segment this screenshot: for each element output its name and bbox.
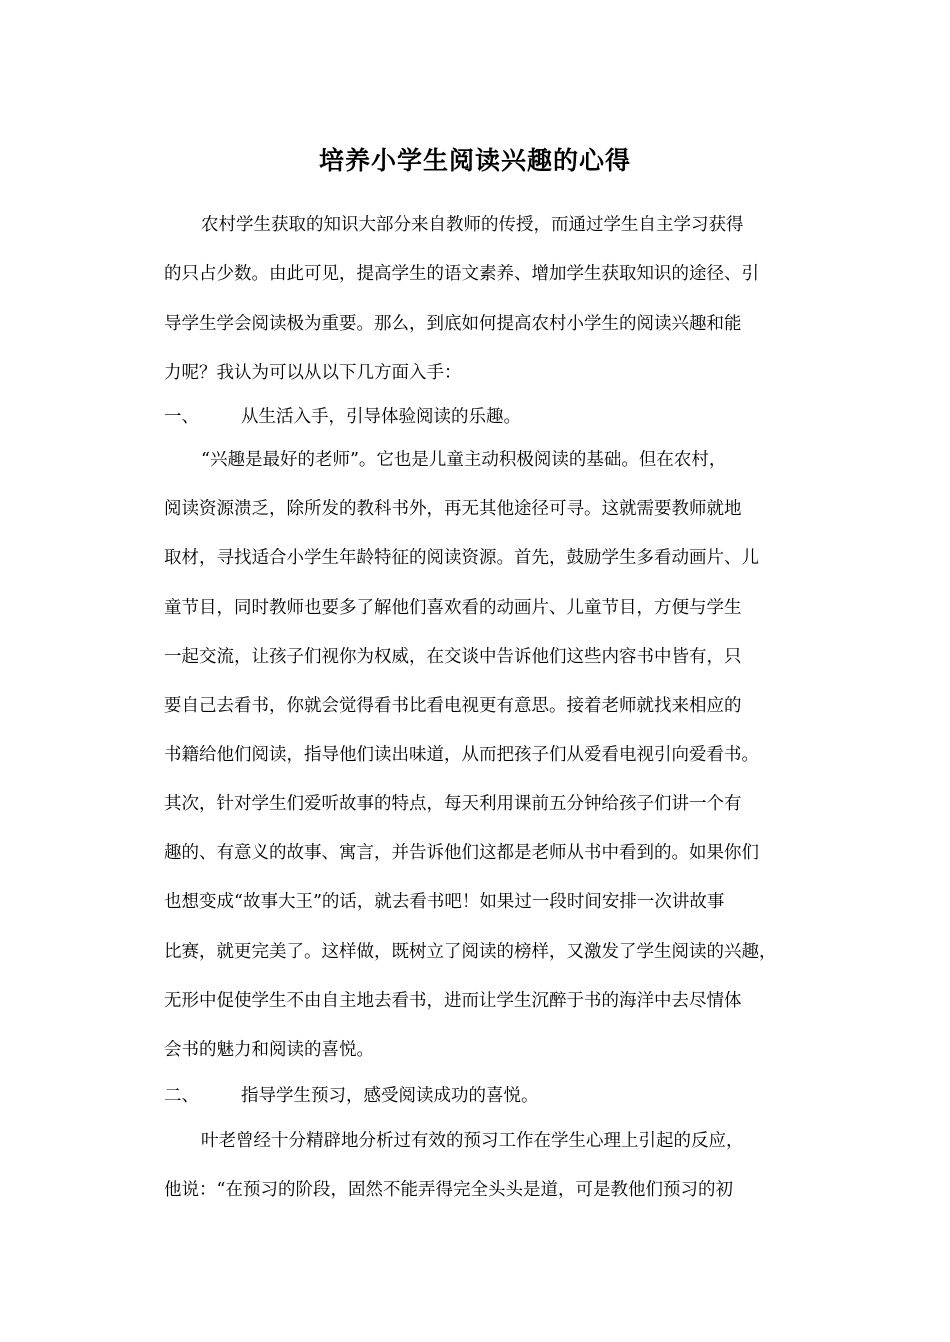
intro-line: 力呢？我认为可以从以下几方面入手： <box>164 363 462 383</box>
section-1-line: 趣的、有意义的故事、寓言，并告诉他们这都是老师从书中看到的。如果你们 <box>164 843 759 863</box>
section-1-line: 要自己去看书，你就会觉得看书比看电视更有意思。接着老师就找来相应的 <box>164 696 742 716</box>
section-2-number: 二、 <box>164 1086 199 1106</box>
section-1-line: 比赛，就更完美了。这样做，既树立了阅读的榜样，又激发了学生阅读的兴趣， <box>164 942 777 962</box>
section-1-line: 阅读资源溃乏，除所发的教科书外，再无其他途径可寻。这就需要教师就地 <box>164 499 742 519</box>
section-1-line: 童节目，同时教师也要多了解他们喜欢看的动画片、儿童节目，方便与学生 <box>164 598 742 618</box>
document-title: 培养小学生阅读兴趣的心得 <box>318 146 631 175</box>
section-1-heading: 从生活入手，引导体验阅读的乐趣。 <box>241 407 521 427</box>
section-1-line: 取材，寻找适合小学生年龄特征的阅读资源。首先，鼓励学生多看动画片、儿 <box>164 548 759 568</box>
section-1-line: “兴趣是最好的老师”。它也是儿童主动积极阅读的基础。但在农村， <box>201 450 727 470</box>
section-2-heading: 指导学生预习，感受阅读成功的喜悦。 <box>241 1086 539 1106</box>
intro-line: 导学生学会阅读极为重要。那么，到底如何提高农村小学生的阅读兴趣和能 <box>164 314 742 334</box>
section-1-line: 一起交流，让孩子们视你为权威，在交谈中告诉他们这些内容书中皆有，只 <box>164 647 742 667</box>
intro-line: 的只占少数。由此可见，提高学生的语文素养、增加学生获取知识的途径、引 <box>164 264 759 284</box>
section-2-line: 叶老曾经十分精辟地分析过有效的预习工作在学生心理上引起的反应， <box>201 1131 744 1151</box>
section-1-line: 无形中促使学生不由自主地去看书，进而让学生沉醉于书的海洋中去尽情体 <box>164 991 742 1011</box>
section-1-line: 其次，针对学生们爱听故事的特点，每天利用课前五分钟给孩子们讲一个有 <box>164 794 742 814</box>
section-1-number: 一、 <box>164 407 199 427</box>
section-1-line: 会书的魅力和阅读的喜悦。 <box>164 1040 374 1060</box>
section-1-line: 书籍给他们阅读，指导他们读出味道，从而把孩子们从爱看电视引向爱看书。 <box>164 745 759 765</box>
section-2-line: 他说：“在预习的阶段，固然不能弄得完全头头是道，可是教他们预习的初 <box>164 1180 733 1200</box>
intro-line: 农村学生获取的知识大部分来自教师的传授，而通过学生自主学习获得 <box>201 215 744 235</box>
section-1-line: 也想变成“故事大王”的话，就去看书吧！如果过一段时间安排一次讲故事 <box>164 892 725 912</box>
